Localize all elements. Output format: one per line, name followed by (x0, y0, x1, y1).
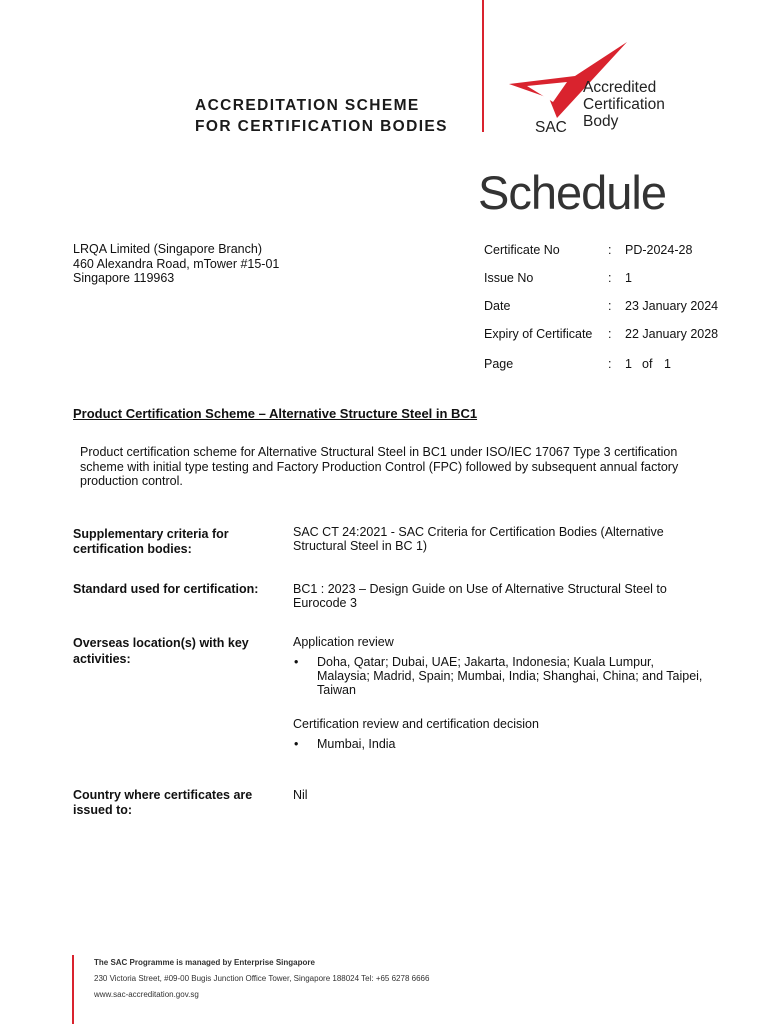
logo-text-accredited: Accredited (583, 79, 657, 96)
expiry-label: Expiry of Certificate (484, 327, 593, 341)
standard-label: Standard used for certification: (73, 582, 259, 596)
certification-review-bullet: • (294, 737, 299, 751)
footer-website-link[interactable]: www.sac-accreditation.gov.sg (94, 990, 199, 999)
certification-review-locations: Mumbai, India (317, 737, 396, 751)
scheme-description: Product certification scheme for Alternative Structural Steel in BC1 under ISO/IEC 17067 Type 3 certification scheme with initial type testing and Factory Production Control (FPC) followed by subsequent annual factory production control. (80, 445, 679, 488)
application-review-bullet: • (294, 655, 299, 669)
certificate-no-value: PD-2024-28 (625, 243, 693, 257)
logo-text-body: Body (583, 113, 619, 130)
address-line3: Singapore 119963 (73, 271, 175, 285)
page-total: 1 (664, 357, 671, 371)
expiry-value: 22 January 2028 (625, 327, 719, 341)
standard-value: BC1 : 2023 – Design Guide on Use of Alternative Structural Steel to Eurocode 3 (293, 582, 667, 610)
issue-no-colon: : (608, 271, 612, 285)
country-label: Country where certificates are issued to: (73, 788, 253, 817)
page-label: Page (484, 357, 514, 371)
page-colon: : (608, 357, 612, 371)
date-colon: : (608, 299, 612, 313)
scheme-title-line2: FOR CERTIFICATION BODIES (195, 118, 448, 135)
footer-address: 230 Victoria Street, #09-00 Bugis Junction Office Tower, Singapore 188024 Tel: +65 6278 6666 (94, 974, 430, 983)
date-value: 23 January 2024 (625, 299, 719, 313)
holder-address (73, 242, 279, 286)
issue-no-label: Issue No (484, 271, 534, 285)
expiry-colon: : (608, 327, 612, 341)
issue-no-value: 1 (625, 271, 632, 285)
sac-logo (505, 40, 705, 135)
certificate-no-colon: : (608, 243, 612, 257)
country-value: Nil (293, 788, 308, 802)
date-label: Date (484, 299, 511, 313)
footer-managed-by: The SAC Programme is managed by Enterprise Singapore (94, 958, 315, 967)
page-number: 1 (625, 357, 632, 371)
page-of: of (642, 357, 653, 371)
footer-divider (72, 955, 74, 1024)
page-title: Schedule (478, 166, 666, 219)
scheme-title (195, 95, 448, 137)
application-review-locations: Doha, Qatar; Dubai, UAE; Jakarta, Indonesia; Kuala Lumpur, Malaysia; Madrid, Spain; Mumbai, India; Shanghai, China; and Taipei, Taiwan (317, 655, 703, 697)
address-line2: 460 Alexandra Road, mTower #15-01 (73, 256, 280, 271)
certificate-no-label: Certificate No (484, 243, 560, 257)
header-divider (482, 0, 484, 132)
address-line1: LRQA Limited (Singapore Branch) (73, 242, 262, 256)
scheme-title-line1: ACCREDITATION SCHEME (195, 97, 420, 114)
logo-text-certification: Certification (583, 96, 665, 113)
certification-review-heading: Certification review and certification decision (293, 717, 539, 731)
logo-text-sac: SAC (535, 119, 567, 135)
supplementary-criteria-value: SAC CT 24:2021 - SAC Criteria for Certification Bodies (Alternative Structural Steel in BC 1) (293, 525, 664, 553)
overseas-locations-label: Overseas location(s) with key activities: (73, 636, 249, 666)
application-review-heading: Application review (293, 635, 394, 649)
supplementary-criteria-label: Supplementary criteria for certification bodies: (73, 527, 229, 556)
scheme-heading: Product Certification Scheme – Alternative Structure Steel in BC1 (73, 406, 478, 421)
